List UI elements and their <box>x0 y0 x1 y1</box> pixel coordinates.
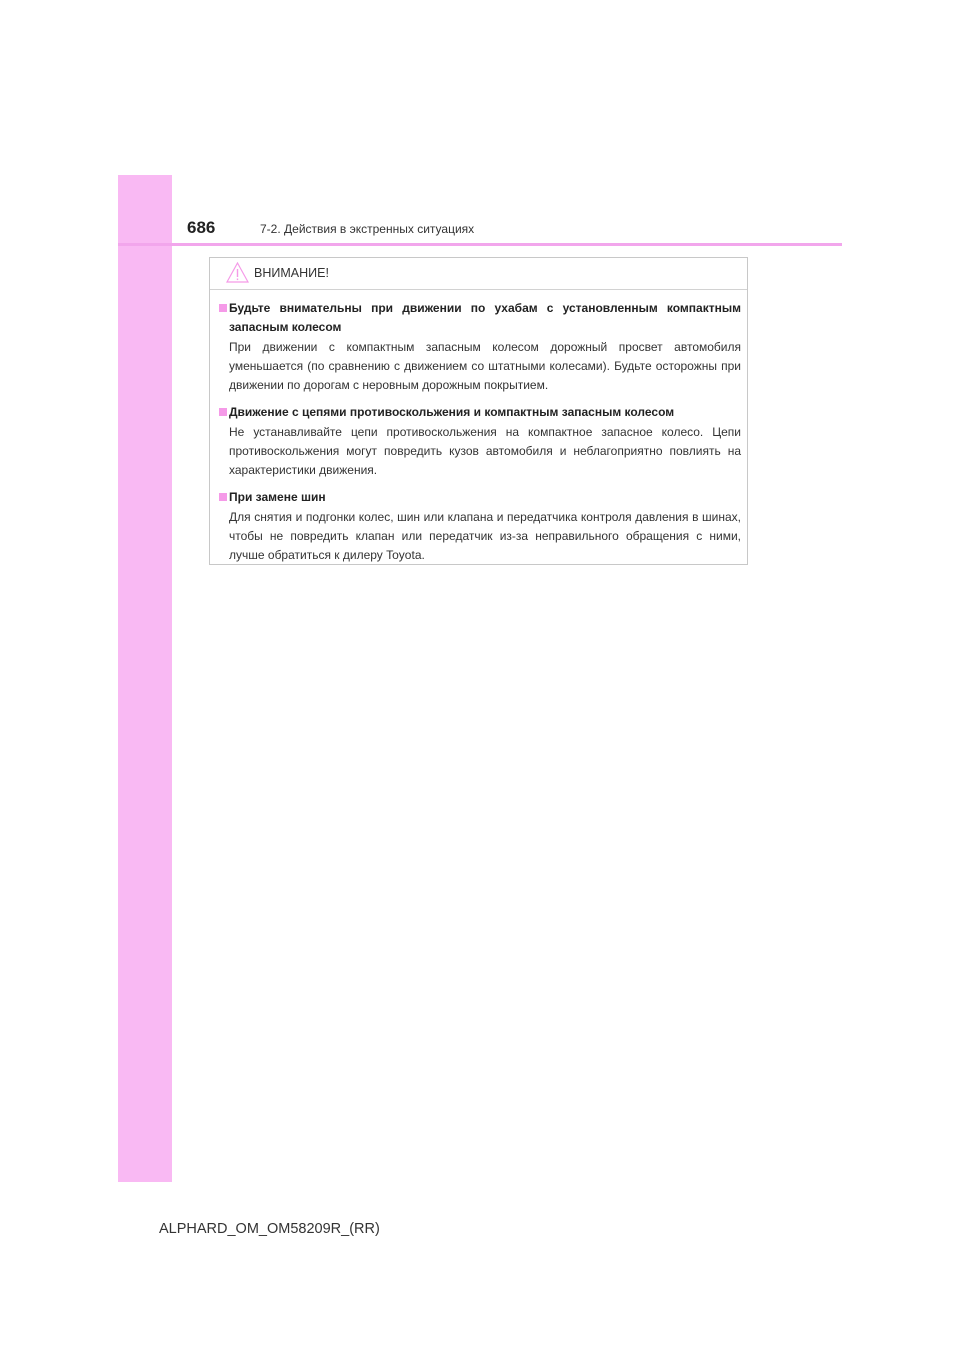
warning-triangle-icon <box>226 262 249 283</box>
page-number: 686 <box>187 218 216 237</box>
warning-item-heading: Движение с цепями противоскольжения и компактным запасным колесом <box>229 405 675 419</box>
bullet-square-icon <box>219 493 227 501</box>
warning-item-heading: Будьте внимательны при движении по ухабам с установленным компактным запасным колесом <box>229 301 741 334</box>
warning-body <box>219 299 741 573</box>
header-rule <box>118 243 842 246</box>
warning-item <box>219 299 741 395</box>
section-title: 7-2. Действия в экстренных ситуациях <box>260 222 475 236</box>
footer-document-code: ALPHARD_OM_OM58209R_(RR) <box>159 1221 380 1237</box>
warning-item-text: Для снятия и подгонки колес, шин или клапана и передатчика контроля давления в шинах, чтобы не повредить клапан или передатчик из-за неправильного обращения с ними, лучше обратиться к дилеру Toyota. <box>229 510 741 562</box>
warning-item <box>219 488 741 565</box>
warning-item <box>219 403 741 480</box>
bullet-square-icon <box>219 304 227 312</box>
warning-title: ВНИМАНИЕ! <box>254 266 329 280</box>
warning-box <box>209 257 748 565</box>
warning-item-text: Не устанавливайте цепи противоскольжения на компактное запасное колесо. Цепи противоскольжения могут повредить кузов автомобиля и неблагоприятно повлиять на характеристики движения. <box>229 425 741 477</box>
warning-item-heading: При замене шин <box>229 490 326 504</box>
warning-header <box>210 258 747 290</box>
bullet-square-icon <box>219 408 227 416</box>
side-color-bar <box>118 175 172 1182</box>
warning-item-text: При движении с компактным запасным колесом дорожный просвет автомобиля уменьшается (по сравнению с движением со штатными колесами). Будьте осторожны при движении по дорогам с неровным дорожным покрытием. <box>229 340 741 392</box>
